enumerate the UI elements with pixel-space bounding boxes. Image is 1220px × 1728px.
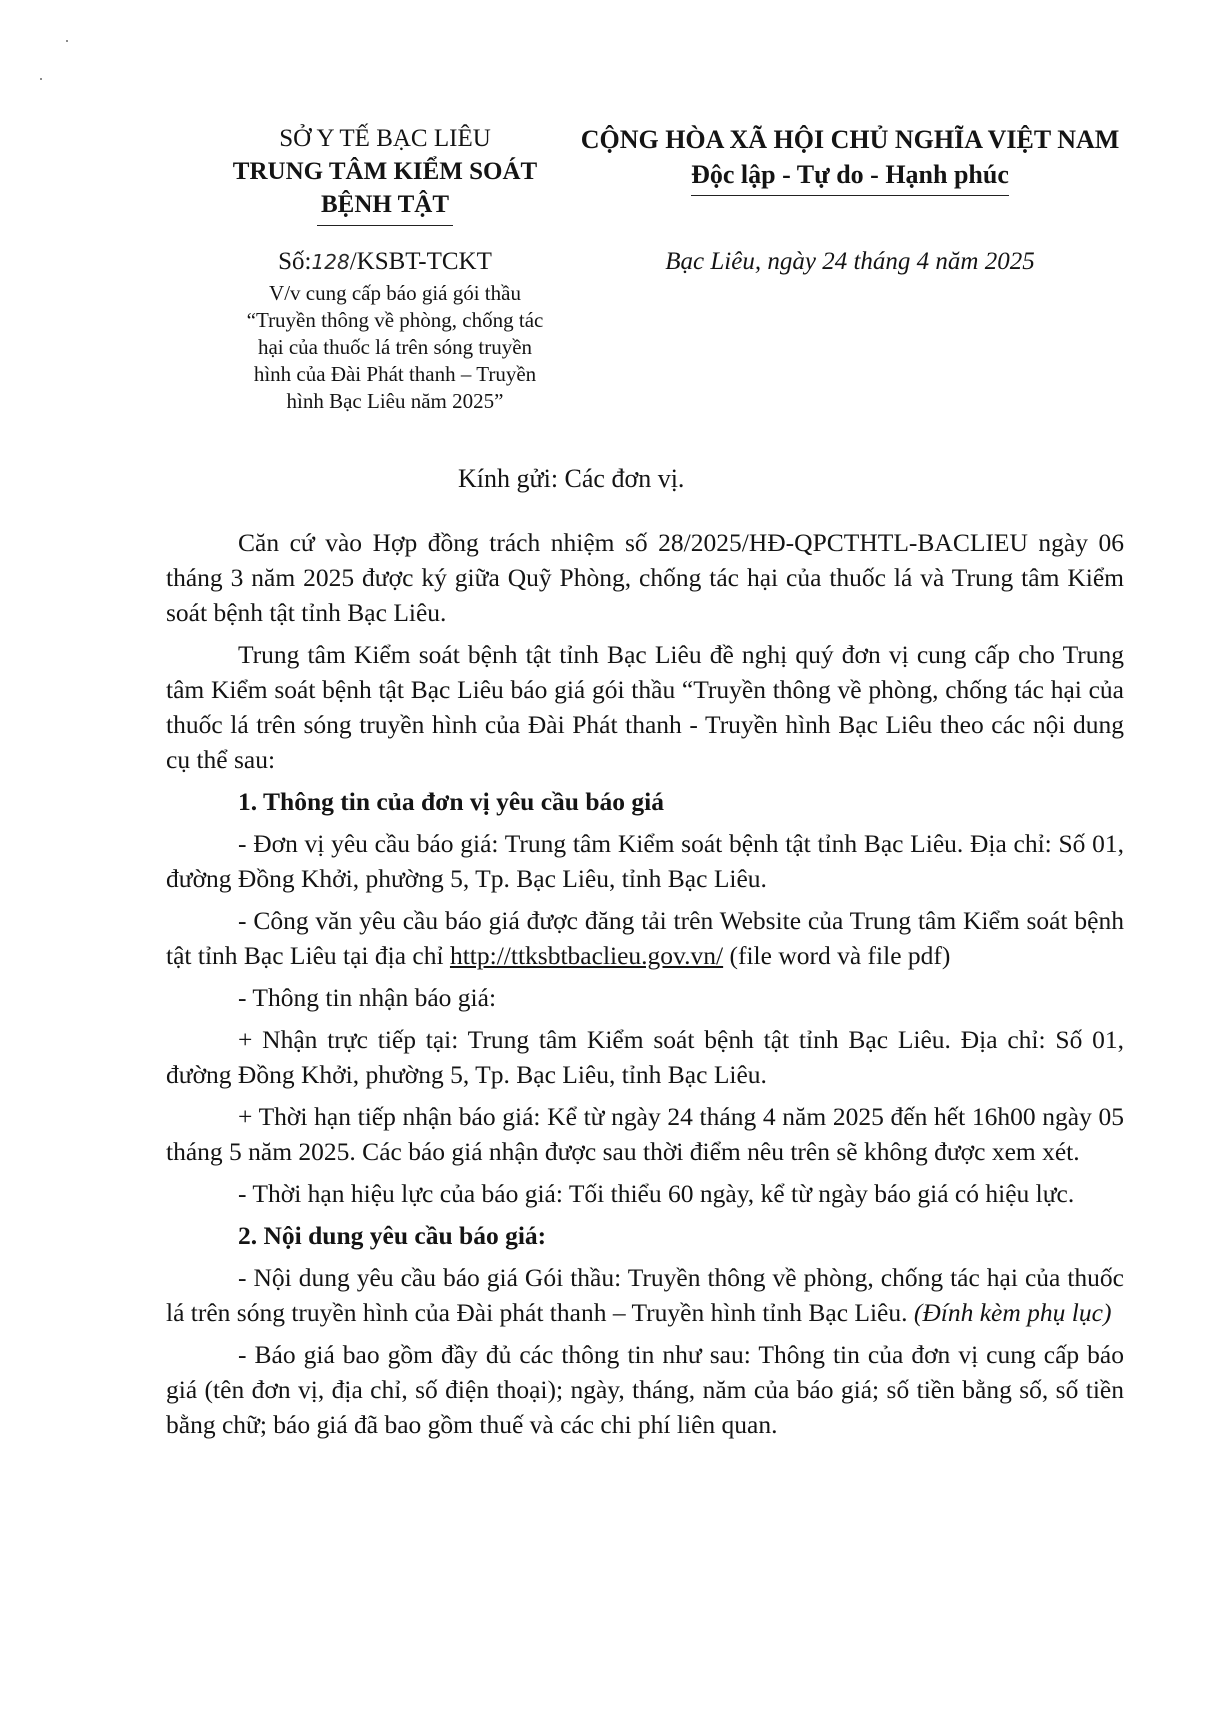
paragraph-legal-basis: Căn cứ vào Hợp đồng trách nhiệm số 28/2025/HĐ-QPCTHTL-BACLIEU ngày 06 tháng 3 năm 2025 được ký giữa Quỹ Phòng, chống tác hại của thuốc lá và Trung tâm Kiểm soát bệnh tật tỉnh Bạc Liêu. [166, 528, 1124, 627]
section-heading-1: 1. Thông tin của đơn vị yêu cầu báo giá [238, 787, 665, 816]
paragraph-receipt-info: - Thông tin nhận báo giá: [238, 983, 497, 1012]
scan-speck [40, 78, 42, 80]
website-link[interactable]: http://ttksbtbaclieu.gov.vn/ [449, 941, 724, 970]
organization-name-line1: TRUNG TÂM KIỂM SOÁT [232, 158, 538, 185]
country-name: CỘNG HÒA XÃ HỘI CHỦ NGHĨA VIỆT NAM [580, 125, 1120, 154]
paragraph-deadline: + Thời hạn tiếp nhận báo giá: Kể từ ngày 24 tháng 4 năm 2025 đến hết 16h00 ngày 05 tháng 5 năm 2025. Các báo giá nhận được sau thời điểm nêu trên sẽ không được xem xét. [166, 1102, 1124, 1166]
paragraph-request: Trung tâm Kiểm soát bệnh tật tỉnh Bạc Liêu đề nghị quý đơn vị cung cấp cho Trung tâm Kiểm soát bệnh tật Bạc Liêu báo giá gói thầu “Truyền thông về phòng, chống tác hại của thuốc lá trên sóng truyền hình của Đài Phát thanh - Truyền hình Bạc Liêu theo các nội dung cụ thể sau: [166, 640, 1124, 774]
subject-line: hình Bạc Liêu năm 2025” [286, 389, 504, 413]
national-header [560, 122, 1140, 192]
website-text-after: (file word và file pdf) [723, 941, 951, 970]
scan-speck [66, 40, 68, 42]
website-text-before: - Công văn yêu cầu báo giá được đăng tải trên Website của Trung tâm Kiểm soát bệnh tật tỉnh Bạc Liêu tại địa chỉ [166, 906, 1124, 970]
parent-organization: SỞ Y TẾ BẠC LIÊU [279, 125, 491, 152]
recipient-line: Kính gửi: Các đơn vị. [458, 464, 685, 493]
subject-line: “Truyền thông về phòng, chống tác [246, 308, 544, 332]
paragraph-validity: - Thời hạn hiệu lực của báo giá: Tối thiểu 60 ngày, kể từ ngày báo giá có hiệu lực. [238, 1179, 1075, 1208]
subject-line: V/v cung cấp báo giá gói thầu [269, 281, 521, 305]
document-number [170, 247, 600, 277]
doc-number-suffix: /KSBT-TCKT [349, 248, 492, 275]
issue-date: Bạc Liêu, ngày 24 tháng 4 năm 2025 [665, 248, 1035, 275]
document-subject [245, 280, 545, 415]
doc-number-prefix: Số: [278, 248, 312, 275]
paragraph-quote-requirements: - Báo giá bao gồm đầy đủ các thông tin như sau: Thông tin của đơn vị cung cấp báo giá (tên đơn vị, địa chỉ, số điện thoại); ngày, tháng, năm của báo giá; số tiền bằng số, số tiền bằng chữ; báo giá đã bao gồm thuế và các chi phí liên quan. [166, 1340, 1124, 1439]
document-body [166, 525, 1124, 1449]
national-motto: Độc lập - Tự do - Hạnh phúc [691, 157, 1009, 192]
paragraph-website [166, 903, 1124, 973]
issuing-organization [170, 122, 600, 221]
subject-line: hình của Đài Phát thanh – Truyền [253, 362, 537, 386]
subject-line: hại của thuốc lá trên sóng truyền [257, 335, 533, 359]
section-heading-2: 2. Nội dung yêu cầu báo giá: [238, 1221, 547, 1250]
attachment-note: (Đính kèm phụ lục) [913, 1298, 1112, 1327]
doc-number-handwritten: 128 [311, 250, 350, 274]
paragraph-direct-receipt: + Nhận trực tiếp tại: Trung tâm Kiểm soát bệnh tật tỉnh Bạc Liêu. Địa chỉ: Số 01, đường Đồng Khởi, phường 5, Tp. Bạc Liêu, tỉnh Bạc Liêu. [166, 1025, 1124, 1089]
paragraph-content [166, 1260, 1124, 1330]
paragraph-requesting-unit: - Đơn vị yêu cầu báo giá: Trung tâm Kiểm soát bệnh tật tỉnh Bạc Liêu. Địa chỉ: Số 01, đường Đồng Khởi, phường 5, Tp. Bạc Liêu, tỉnh Bạc Liêu. [166, 829, 1124, 893]
content-text: - Nội dung yêu cầu báo giá Gói thầu: Truyền thông về phòng, chống tác hại của thuốc lá trên sóng truyền hình của Đài phát thanh – Truyền hình tỉnh Bạc Liêu. [166, 1263, 1124, 1327]
organization-name-line2: BỆNH TẬT [321, 188, 449, 221]
